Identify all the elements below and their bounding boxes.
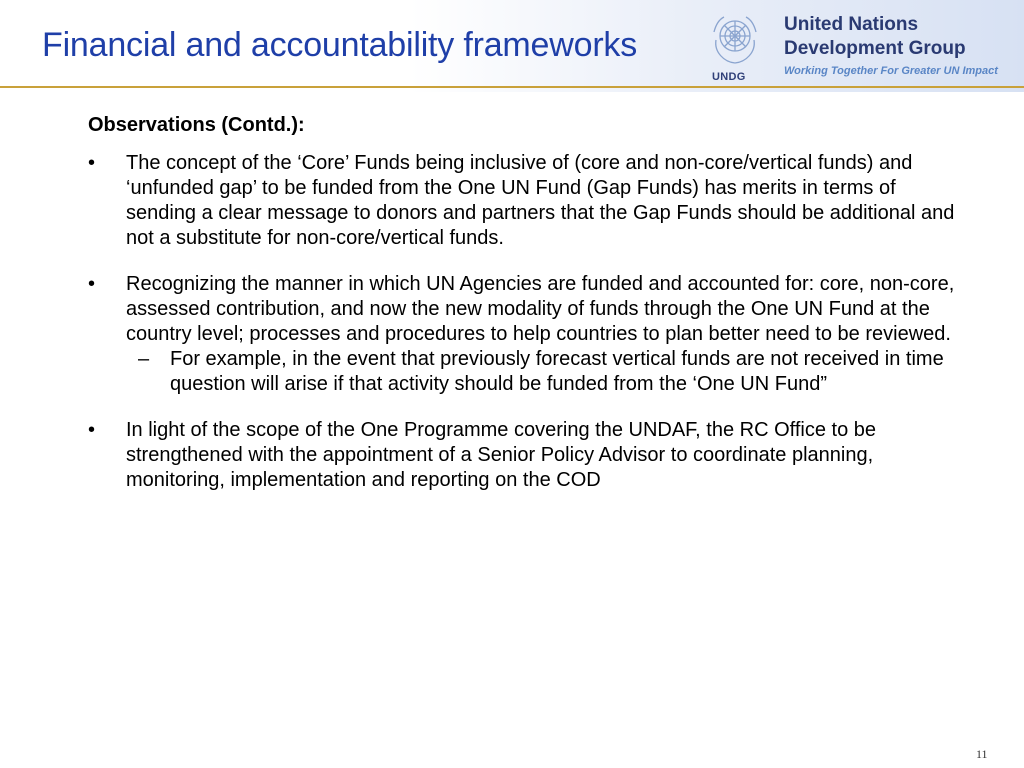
bullet-item: [88, 151, 968, 251]
undg-acronym: UNDG: [712, 71, 746, 83]
bullet-text: Recognizing the manner in which UN Agencies are funded and accounted for: core, non-core, assessed contribution, and now the new modality of funds through the One UN Fund at the country level; processes and procedures to help countries to plan better need to be reviewed.: [126, 273, 955, 345]
page-number: 11: [976, 747, 988, 761]
bullet-marker: •: [88, 273, 96, 295]
bullet-marker: •: [88, 152, 96, 174]
sub-bullet-text: For example, in the event that previously forecast vertical funds are not received in time question will arise if that activity should be funded from the ‘One UN Fund”: [170, 348, 944, 395]
logo-org-line2: Development Group: [784, 38, 966, 59]
bullet-marker: •: [88, 419, 96, 441]
slide-body: [88, 114, 968, 514]
bullet-item: [88, 418, 968, 493]
header-divider: [0, 86, 1024, 88]
un-emblem-icon: [706, 10, 764, 68]
sub-bullet-marker: –: [138, 348, 150, 370]
undg-logo: [704, 8, 1014, 86]
logo-org-line1: United Nations: [784, 14, 919, 35]
slide-title: Financial and accountability frameworks: [42, 26, 638, 64]
sub-bullet-item: [126, 347, 968, 397]
bullet-text: The concept of the ‘Core’ Funds being inclusive of (core and non-core/vertical funds) and ‘unfunded gap’ to be funded from the One UN Fund (Gap Funds) has merits in terms of sending a clear message to donors and partners that the Gap Funds should be additional and not a substitute for non-core/vertical funds.: [126, 152, 955, 249]
bullet-text: In light of the scope of the One Programme covering the UNDAF, the RC Office to be strengthened with the appointment of a Senior Policy Advisor to coordinate planning, monitoring, implementation and reporting on the COD: [126, 419, 876, 491]
bullet-item: [88, 272, 968, 397]
section-subheading: Observations (Contd.):: [88, 114, 305, 136]
logo-tagline: Working Together For Greater UN Impact: [784, 65, 998, 77]
